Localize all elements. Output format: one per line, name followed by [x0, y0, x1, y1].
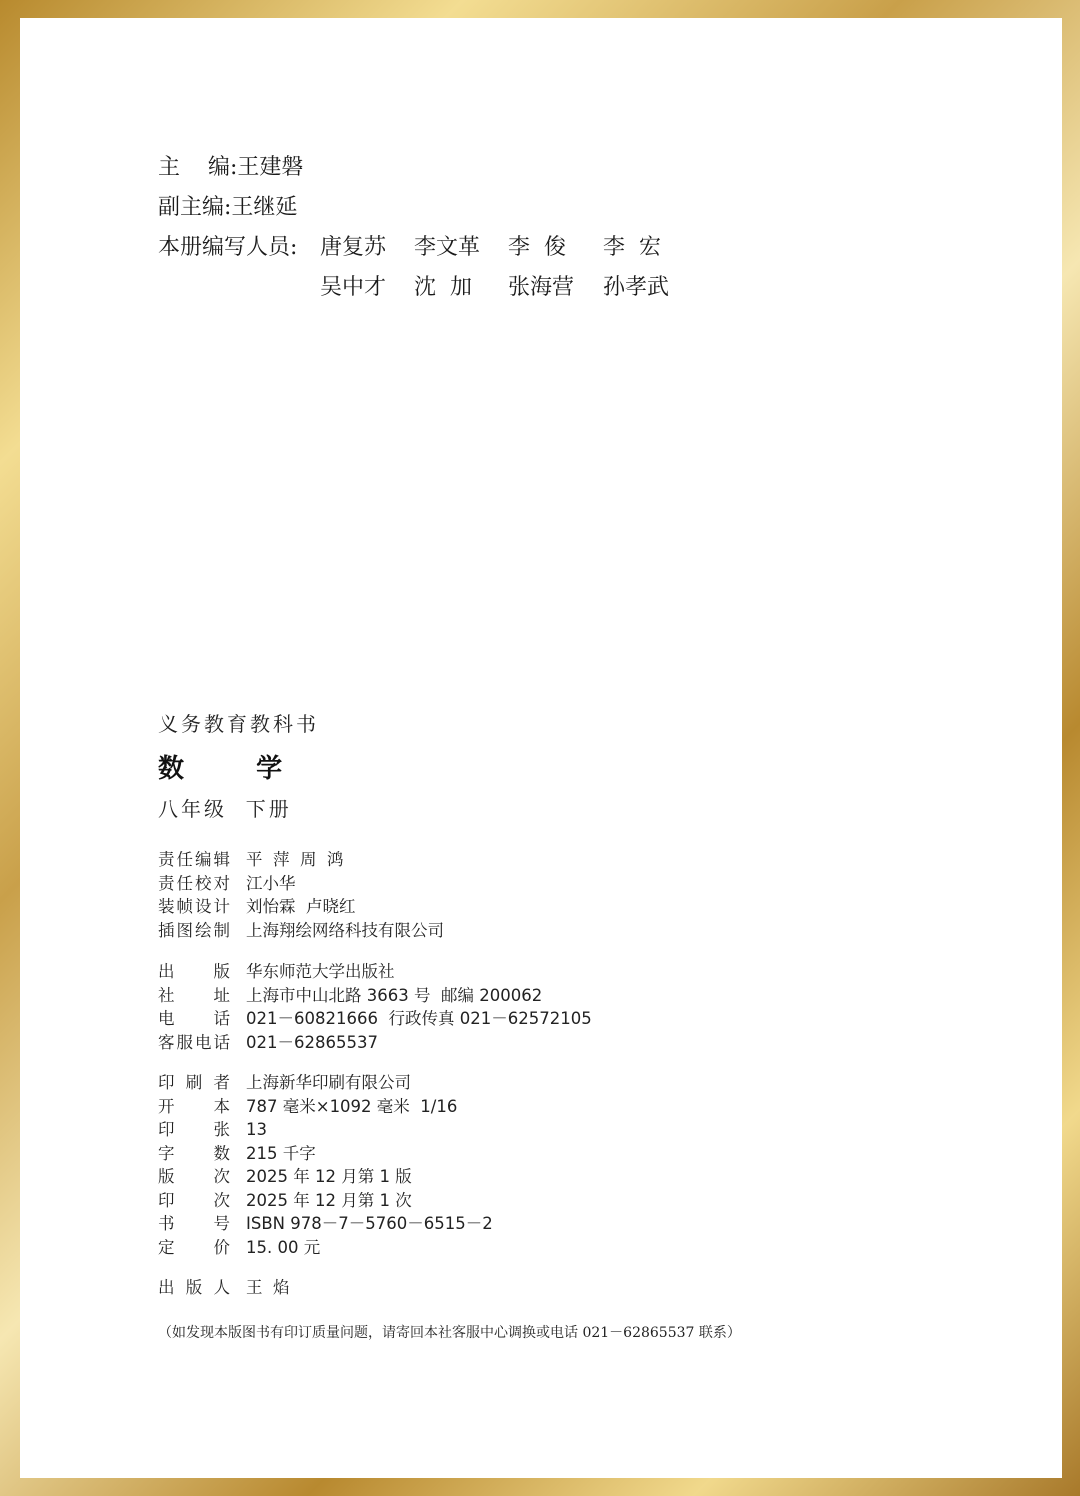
info-label: 印 次: [158, 1190, 230, 1210]
deputy-editor-name: 王继延: [231, 195, 298, 220]
info-value: 华东师范大学出版社: [246, 962, 395, 981]
info-value: 上海市中山北路 3663 号 邮编 200062: [246, 985, 543, 1005]
info-value: 2025 年 12 月第 1 次: [246, 1190, 412, 1210]
writer-name: 沈 加: [414, 275, 472, 300]
info-label: 开 本: [158, 1096, 230, 1116]
info-value: 13: [246, 1120, 267, 1139]
info-value: 787 毫米×1092 毫米 1/16: [246, 1096, 458, 1116]
book-title: 数 学: [158, 754, 301, 784]
writer-name: 唐复苏: [320, 235, 387, 260]
info-label: 责 任 编 辑: [158, 850, 230, 869]
info-value: 王 焰: [246, 1278, 290, 1297]
info-label: 责 任 校 对: [158, 873, 230, 893]
info-value: 2025 年 12 月第 1 版: [246, 1167, 412, 1186]
info-label: 字 数: [158, 1143, 230, 1163]
info-label: 印 张: [158, 1120, 230, 1139]
info-label: 版 次: [158, 1167, 230, 1186]
info-value: 15. 00 元: [246, 1237, 321, 1257]
writer-name: 李 宏: [603, 235, 661, 260]
info-value: 上海新华印刷有限公司: [246, 1073, 411, 1092]
chief-editor-name: 王建磐: [237, 155, 304, 180]
info-label: 电 话: [158, 1009, 230, 1028]
info-label: 客 服 电 话: [158, 1032, 230, 1052]
info-value: 刘怡霖 卢晓红: [246, 897, 356, 916]
info-value: 上海翔绘网络科技有限公司: [246, 920, 444, 940]
info-label: 书 号: [158, 1214, 230, 1233]
info-value: 021－62865537: [246, 1032, 378, 1052]
info-label: 出 版: [158, 962, 230, 981]
info-label: 出 版 人: [158, 1278, 230, 1297]
grade-volume: 八年级 下册: [158, 797, 292, 821]
writer-name: 张海营: [508, 275, 575, 300]
info-value: 平 萍 周 鸿: [246, 850, 344, 869]
info-value: 215 千字: [246, 1143, 316, 1163]
writer-name: 李文革: [414, 235, 481, 260]
info-label: 印 刷 者: [158, 1073, 230, 1092]
info-label: 社 址: [158, 985, 230, 1005]
info-value: ISBN 978－7－5760－6515－2: [246, 1214, 493, 1233]
info-value: 021－60821666 行政传真 021－62572105: [246, 1009, 592, 1028]
writer-name: 李 俊: [508, 235, 566, 260]
chief-editor-label: 主 编:: [158, 155, 238, 180]
deputy-editor-label: 副主编:: [158, 195, 232, 220]
info-label: 定 价: [158, 1237, 230, 1257]
writers-label: 本册编写人员:: [158, 235, 298, 260]
info-value: 江小华: [246, 873, 296, 893]
copyright-page: [20, 18, 1062, 1478]
info-label: 插 图 绘 制: [158, 920, 230, 940]
writer-name: 孙孝武: [603, 275, 670, 300]
writer-name: 吴中才: [320, 275, 387, 300]
info-label: 装 帧 设 计: [158, 897, 230, 916]
series-title: 义务教育教科书: [158, 712, 319, 736]
quality-notice: （如发现本版图书有印订质量问题，请寄回本社客服中心调换或电话 021－62865537 联系）: [158, 1325, 741, 1341]
